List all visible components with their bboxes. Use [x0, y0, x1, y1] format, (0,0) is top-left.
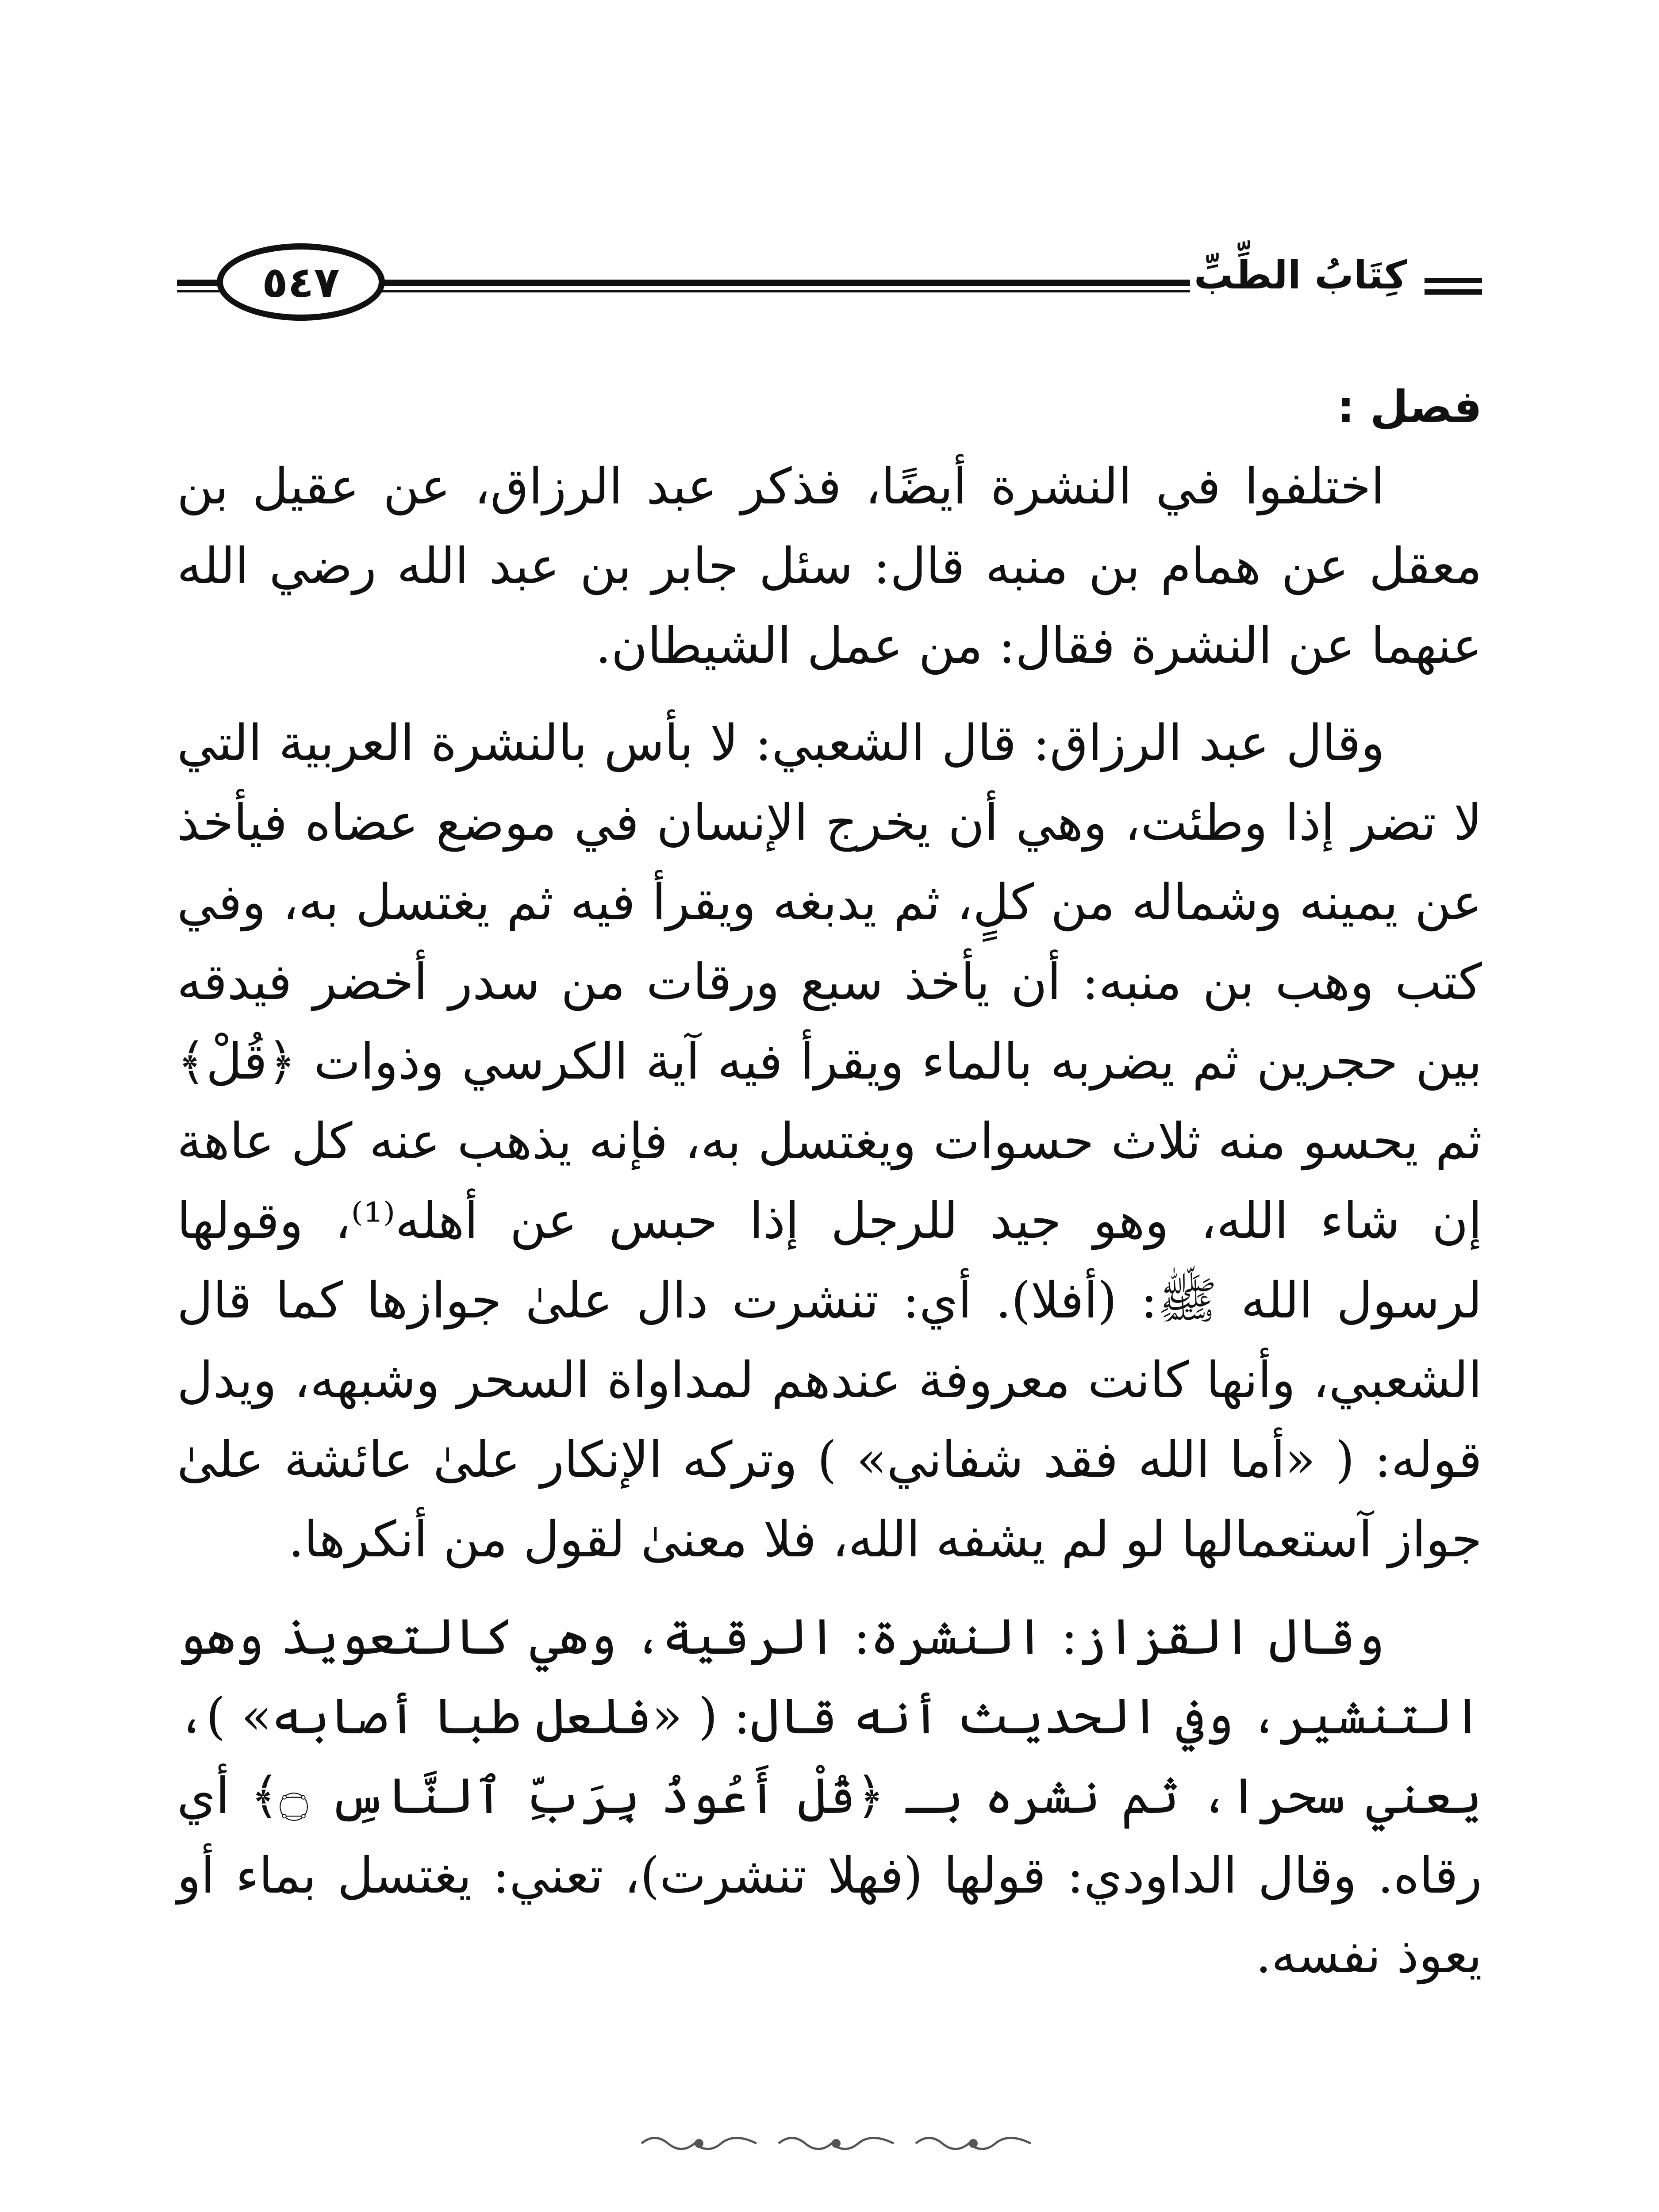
book-title: كِتَابُ الطِّبِّ [1194, 252, 1407, 298]
header-rule-left-bottom [177, 290, 226, 292]
header-rule-long-top [380, 280, 1190, 286]
header-rule-right-top [1425, 278, 1482, 283]
ornament-motif-icon [911, 2130, 1035, 2157]
paragraph-1: اختلفوا في النشرة أيضًا، فذكر عبد الرزاق، عن عقيل بن معقل عن همام بن منبه قال: سئل جابر بن عبد الله رضي الله عنهما عن النشرة فقال: من عمل الشيطان. [177, 458, 1482, 675]
section-divider-ornament [615, 2124, 1057, 2163]
section-heading: فصل : [1336, 381, 1482, 433]
paragraph-2: وقال عبد الرزاق: قال الشعبي: لا بأس بالنشرة العربية التي لا تضر إذا وطئت، وهي أن يخرج الإنسان في موضع عضاه فيأخذ عن يمينه وشماله من كلٍ، ثم يدبغه ويقرأ فيه ثم يغتسل به، وفي كتب وهب بن منبه: أن يأخذ سبع ورقات من سدر أخضر فيدقه بين حجرين ثم يضربه بالماء ويقرأ فيه آية الكرسي وذوات ﴿قُلْ﴾ ثم يحسو منه ثلاث حسوات ويغتسل به، فإنه يذهب عنه كل عاهة إن شاء الله، وهو جيد للرجل إذا حبس عن أهله⁽¹⁾، وقولها لرسول الله ﷺ: (أفلا). أي: تنشرت دال علىٰ جوازها كما قال الشعبي، وأنها كانت معروفة عندهم لمداواة السحر وشبهه، ويدل قوله: ( «أما الله فقد شفاني» ) وتركه الإنكار علىٰ عائشة علىٰ جواز آستعمالها لو لم يشفه الله، فلا معنىٰ لقول من أنكرها. [177, 714, 1482, 1568]
main-content [177, 372, 1482, 2013]
header-rule-long-bottom [380, 290, 1190, 292]
ornament-motif-icon [637, 2130, 761, 2157]
running-header [177, 239, 1482, 327]
page-number-badge [217, 243, 385, 321]
page-number: ٥٤٧ [262, 257, 340, 307]
header-rule-right-bottom [1425, 289, 1482, 295]
paragraph-3: وقال القزاز: النشرة: الرقية، وهي كالتعويذ وهو التنشير، وفي الحديث أنه قال: ( «فلعل طبا أصابه» )، يعني سحرا، ثم نشره بـ ﴿قُلْ أَعُوذُ بِرَبِّ ٱلنَّاسِ ۝﴾ أي رقاه. وقال الداودي: قولها (فهلا تنشرت)، تعني: يغتسل بماء أو يعوذ نفسه. [177, 1608, 1482, 1984]
ornament-motif-icon [774, 2130, 898, 2157]
